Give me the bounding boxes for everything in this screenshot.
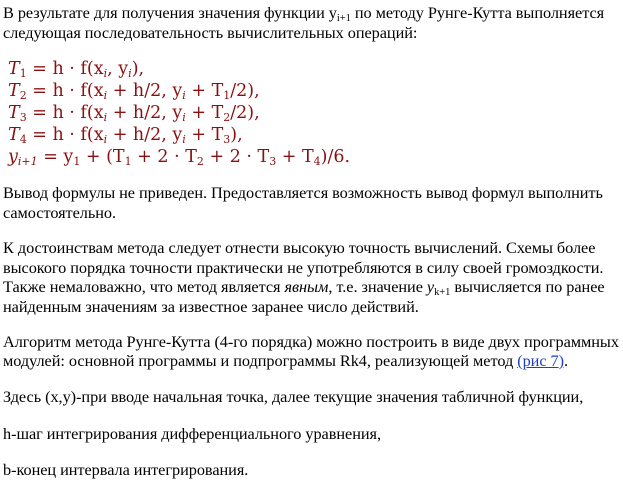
variable-y: y [426,277,435,296]
intro-subscript: i+1 [336,13,351,24]
intro-text-b: по методу Рунге-Кутта выполняется [350,3,605,22]
formula-t1: $T_1 = h \cdot f(x_i$, $y_i$), [8,59,145,80]
variables-xy-note: Здесь (x,y)-при вводе начальная точка, далее текущие значения табличной функции, [3,387,584,406]
variable-h-note: h-шаг интегрирования дифференциального уравнения, [3,424,381,443]
advantages-line2: высокого порядка точности практически не употребляются в силу своей громоздкости. [3,258,604,277]
formula-t3: $T_3 = h \cdot f(x_i + h/2$, $y_i + T_2/2$), [8,103,260,124]
formula-y-next: $y_{i+1} = y_1 + (T_1 + 2 \cdot T_2 + 2 \cdot T_3 + T_4)/6$. [8,147,351,168]
advantages-line1: К достоинствам метода следует отнести высокую точность вычислений. Схемы более [3,238,596,257]
advantages-line3: Также немаловажно, что метод является явным, т.е. значение $y_{k+1}$ вычисляется по ранее [3,277,605,298]
derivation-note-line1: Вывод формулы не приведен. Предоставляется возможность вывод формул выполнить [3,183,603,202]
formula-t4: $T_4 = h \cdot f(x_i + h/2$, $y_i + T_3$), [8,125,243,146]
intro-paragraph-line2: следующая последовательность вычислительных операций: [3,23,418,42]
algorithm-line1: Алгоритм метода Рунге-Кутта (4-го порядка) можно построить в виде двух программных [3,332,619,351]
variable-b-note: b-конец интервала интегрирования. [3,460,249,479]
explicit-term: явным [284,277,329,296]
advantages-line4: найденным значениям за известное заранее число действий. [3,297,419,316]
document-page [3,0,619,485]
algorithm-line2: модулей: основной программы и подпрограммы Rk4, реализующей метод (рис 7). [3,351,569,370]
figure-7-link[interactable]: (рис 7) [517,351,564,370]
derivation-note-line2: самостоятельно. [3,203,117,222]
formula-t2: $T_2 = h \cdot f(x_i + h/2$, $y_i + T_1/2$), [8,81,260,102]
intro-text-a: В результате для получения значения функции y [3,3,337,22]
